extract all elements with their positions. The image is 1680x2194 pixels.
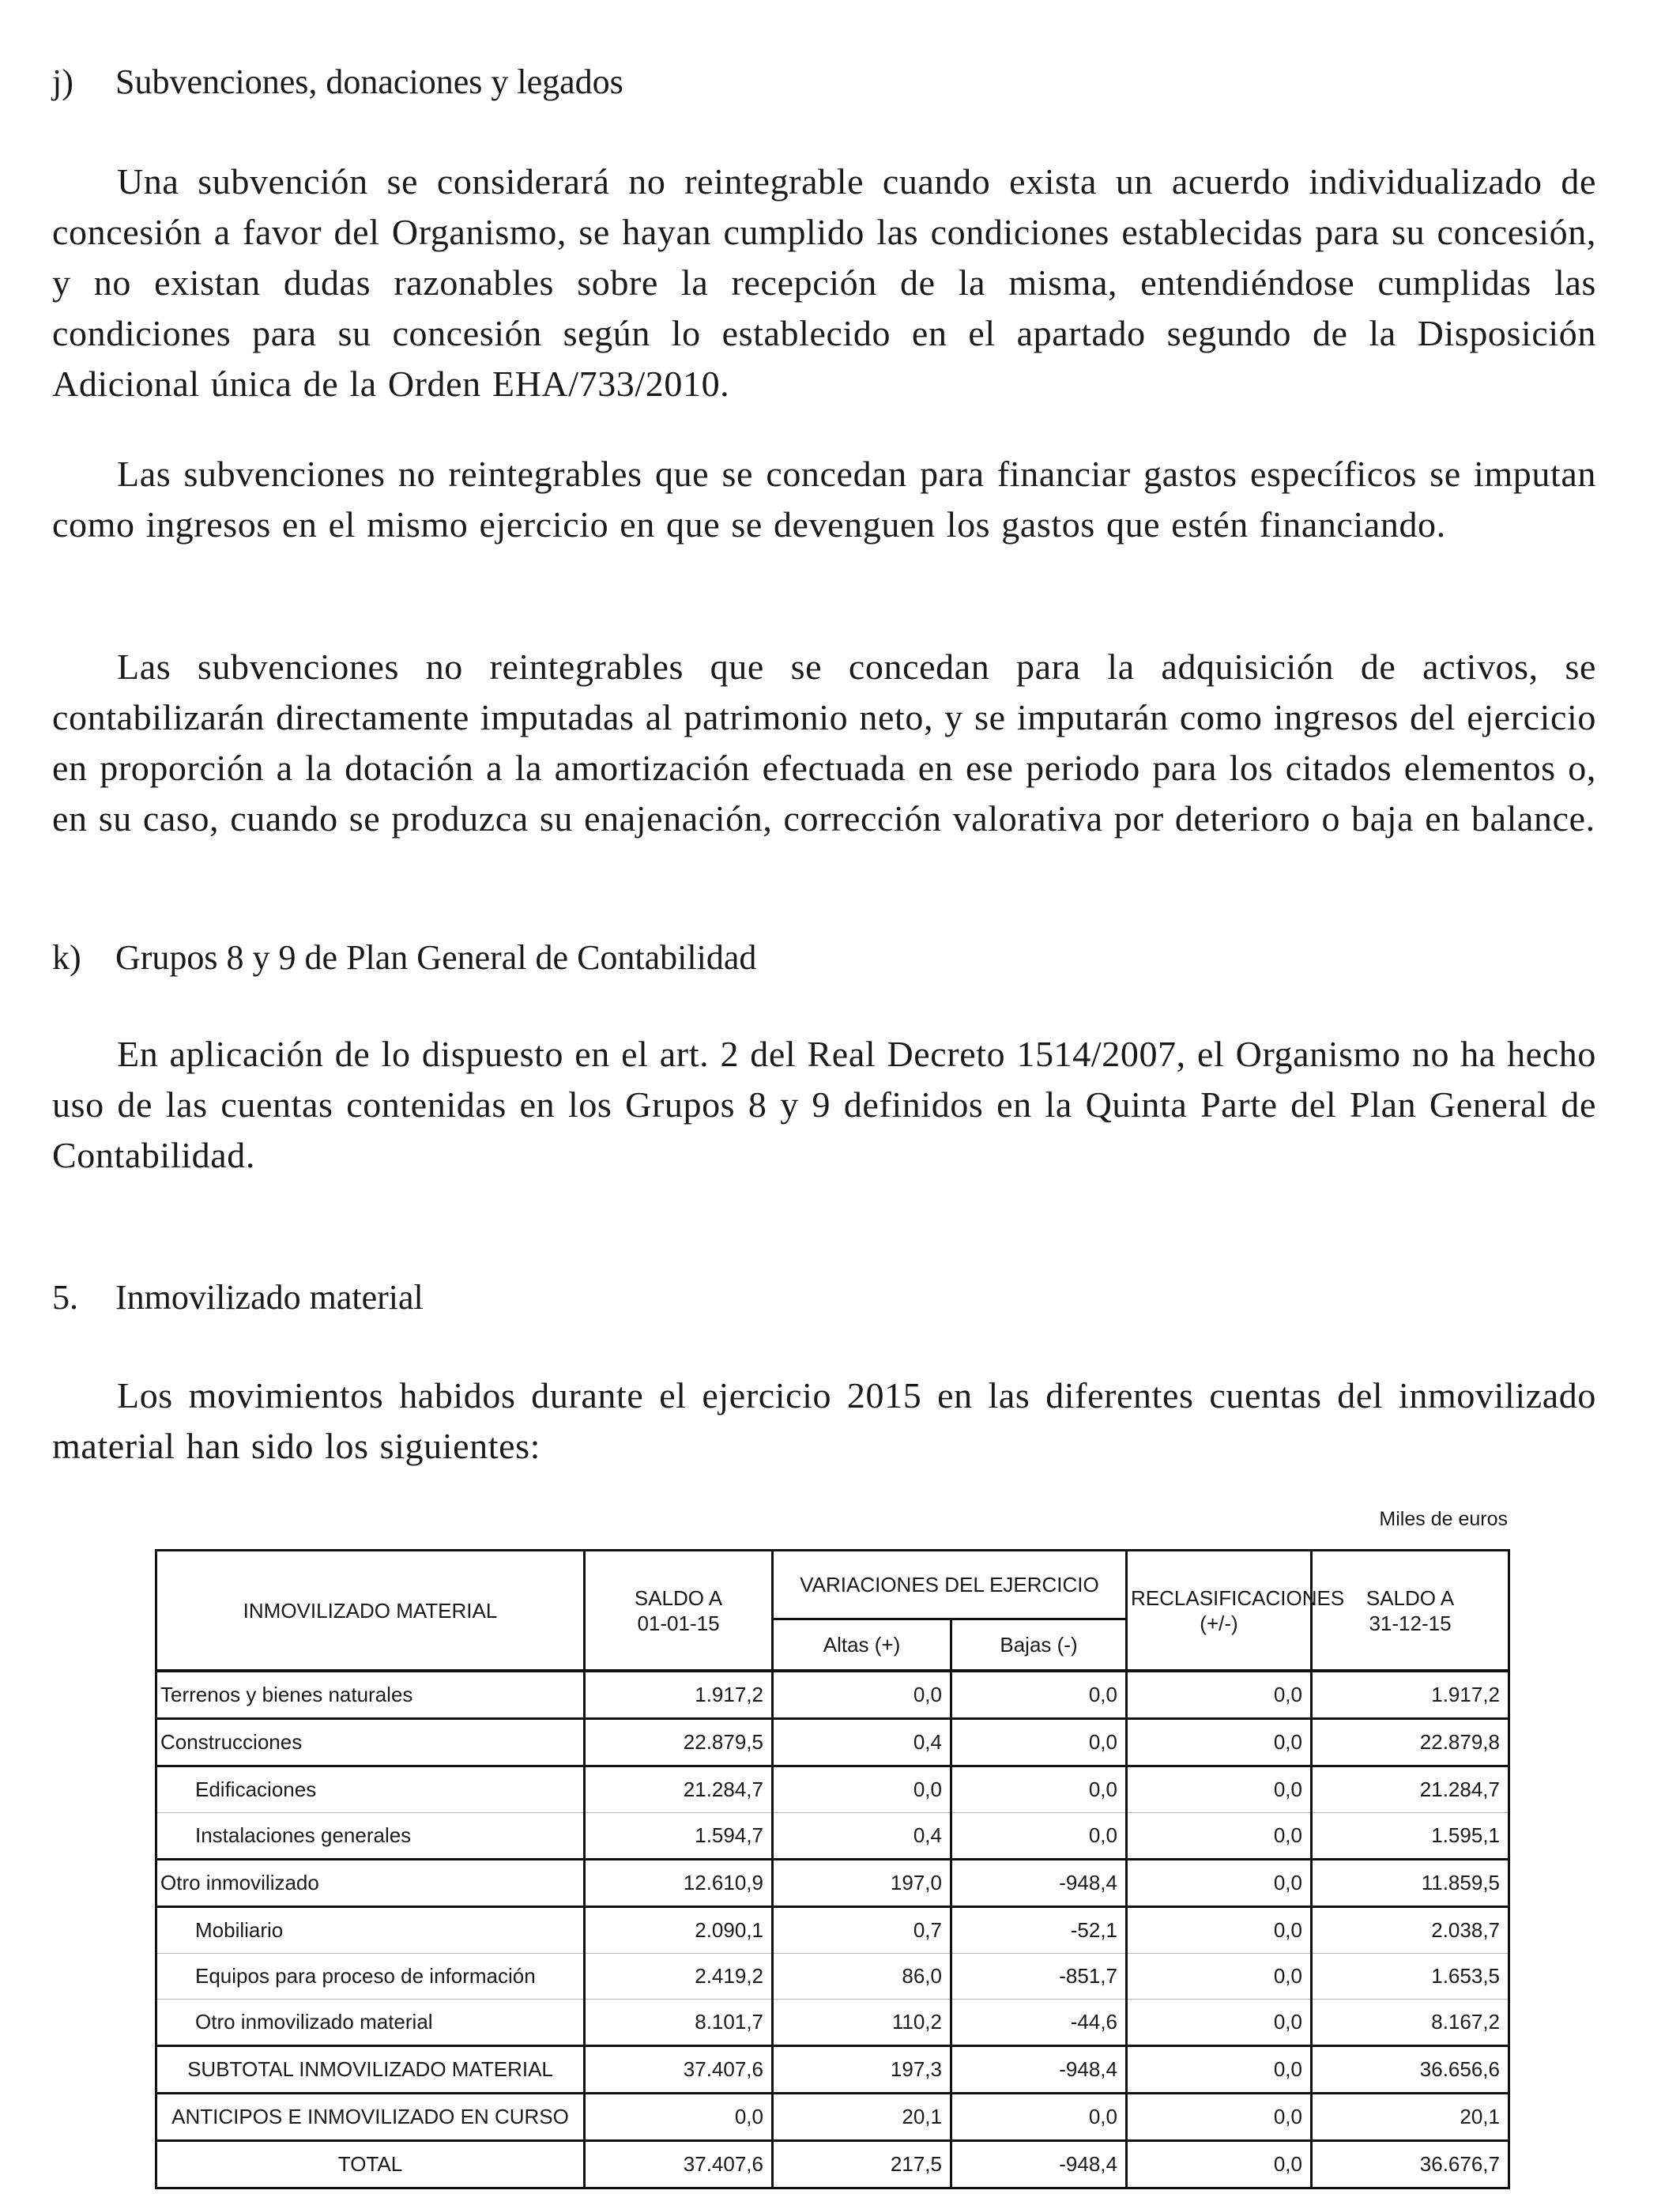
- header-bajas: Bajas (-): [951, 1619, 1127, 1672]
- table-row: [156, 1766, 1509, 1813]
- row-label: ANTICIPOS E INMOVILIZADO EN CURSO: [156, 2094, 585, 2141]
- section-k-title: Grupos 8 y 9 de Plan General de Contabilidad: [115, 938, 757, 977]
- inmovilizado-table: [155, 1549, 1510, 2189]
- cell-saldo-inicial: 2.090,1: [585, 1907, 773, 1954]
- table-row: [156, 1671, 1509, 1719]
- cell-bajas: -948,4: [951, 1860, 1127, 1907]
- section-j-heading: [52, 58, 623, 106]
- row-label: Instalaciones generales: [156, 1813, 585, 1860]
- section-5-paragraph-1: Los movimientos habidos durante el ejercicio 2015 en las diferentes cuentas del inmovilizado material han sido los siguientes:: [52, 1375, 1596, 1466]
- cell-saldo-final: 21.284,7: [1312, 1766, 1509, 1813]
- cell-saldo-final: 20,1: [1312, 2094, 1509, 2141]
- cell-altas: 217,5: [773, 2141, 951, 2188]
- section-j-paragraph-1: Una subvención se considerará no reintegrable cuando exista un acuerdo individualizado de concesión a favor del Organismo, se hayan cumplido las condiciones establecidas para su concesión, y no existan dudas razonables sobre la recepción de la misma, entendiéndose cumplidas las condiciones para su concesión según lo establecido en el apartado segundo de la Disposición Adicional única de la Orden EHA/733/2010.: [52, 161, 1596, 404]
- section-j-paragraph-2: Las subvenciones no reintegrables que se concedan para financiar gastos específicos se imputan como ingresos en el mismo ejercicio en que se devenguen los gastos que estén financiando.: [52, 454, 1596, 545]
- header-reclasificaciones: [1127, 1551, 1345, 1672]
- header-saldo-final-line2: 31-12-15: [1369, 1611, 1452, 1635]
- row-label: Construcciones: [156, 1719, 585, 1766]
- cell-bajas: 0,0: [951, 2094, 1127, 2141]
- cell-saldo-inicial: 1.917,2: [585, 1671, 773, 1719]
- row-label: Edificaciones: [156, 1766, 585, 1813]
- section-j-title: Subvenciones, donaciones y legados: [115, 62, 623, 101]
- row-label: Otro inmovilizado material: [156, 2000, 585, 2046]
- cell-bajas: -52,1: [951, 1907, 1127, 1954]
- cell-bajas: -851,7: [951, 1954, 1127, 2000]
- row-label: Otro inmovilizado: [156, 1860, 585, 1907]
- header-saldo-inicial-line2: 01-01-15: [637, 1611, 720, 1635]
- cell-bajas: -948,4: [951, 2046, 1127, 2094]
- cell-saldo-final: 36.676,7: [1312, 2141, 1509, 2188]
- cell-altas: 197,0: [773, 1860, 951, 1907]
- row-label: SUBTOTAL INMOVILIZADO MATERIAL: [156, 2046, 585, 2094]
- cell-saldo-inicial: 22.879,5: [585, 1719, 773, 1766]
- row-label: TOTAL: [156, 2141, 585, 2188]
- table-row: [156, 2094, 1509, 2141]
- table-row: [156, 1860, 1509, 1907]
- table-row: [156, 1719, 1509, 1766]
- header-variaciones: VARIACIONES DEL EJERCICIO: [773, 1551, 1127, 1619]
- header-reclasificaciones-line2: (+/-): [1200, 1611, 1238, 1635]
- row-label: Equipos para proceso de información: [156, 1954, 585, 2000]
- cell-reclasificaciones: 0,0: [1127, 1766, 1312, 1813]
- cell-bajas: 0,0: [951, 1719, 1127, 1766]
- cell-altas: 110,2: [773, 2000, 951, 2046]
- cell-bajas: 0,0: [951, 1671, 1127, 1719]
- cell-altas: 0,4: [773, 1719, 951, 1766]
- cell-saldo-inicial: 21.284,7: [585, 1766, 773, 1813]
- cell-bajas: 0,0: [951, 1813, 1127, 1860]
- cell-altas: 20,1: [773, 2094, 951, 2141]
- cell-reclasificaciones: 0,0: [1127, 1860, 1312, 1907]
- cell-bajas: -948,4: [951, 2141, 1127, 2188]
- cell-reclasificaciones: 0,0: [1127, 2141, 1312, 2188]
- cell-saldo-inicial: 12.610,9: [585, 1860, 773, 1907]
- cell-saldo-inicial: 37.407,6: [585, 2141, 773, 2188]
- cell-reclasificaciones: 0,0: [1127, 2094, 1312, 2141]
- header-saldo-inicial: [585, 1551, 773, 1672]
- cell-reclasificaciones: 0,0: [1127, 1954, 1312, 2000]
- cell-altas: 86,0: [773, 1954, 951, 2000]
- cell-reclasificaciones: 0,0: [1127, 2046, 1312, 2094]
- cell-reclasificaciones: 0,0: [1127, 1813, 1312, 1860]
- row-label: Terrenos y bienes naturales: [156, 1671, 585, 1719]
- header-saldo-final-line1: SALDO A: [1365, 1585, 1455, 1610]
- cell-altas: 197,3: [773, 2046, 951, 2094]
- cell-altas: 0,0: [773, 1671, 951, 1719]
- header-altas: Altas (+): [773, 1619, 951, 1672]
- table-units-label: Miles de euros: [1379, 1508, 1508, 1530]
- section-5-title: Inmovilizado material: [115, 1278, 424, 1317]
- cell-altas: 0,7: [773, 1907, 951, 1954]
- section-j-paragraph-3: Las subvenciones no reintegrables que se concedan para la adquisición de activos, se contabilizarán directamente imputadas al patrimonio neto, y se imputarán como ingresos del ejercicio en proporción a la dotación a la amortización efectuada en ese periodo para los citados elementos o, en su caso, cuando se produzca su enajenación, corrección valorativa por deterioro o baja en balance.: [52, 647, 1596, 839]
- cell-bajas: -44,6: [951, 2000, 1127, 2046]
- cell-saldo-final: 36.656,6: [1312, 2046, 1509, 2094]
- header-reclasificaciones-line1: RECLASIFICACIONES: [1131, 1585, 1345, 1610]
- cell-saldo-inicial: 37.407,6: [585, 2046, 773, 2094]
- table-row: [156, 2141, 1509, 2188]
- cell-saldo-final: 1.595,1: [1312, 1813, 1509, 1860]
- cell-saldo-inicial: 2.419,2: [585, 1954, 773, 2000]
- cell-saldo-final: 22.879,8: [1312, 1719, 1509, 1766]
- cell-reclasificaciones: 0,0: [1127, 2000, 1312, 2046]
- table-row: [156, 1813, 1509, 1860]
- cell-saldo-final: 1.917,2: [1312, 1671, 1509, 1719]
- cell-altas: 0,0: [773, 1766, 951, 1813]
- section-j-number: j): [52, 62, 73, 101]
- section-5-heading: [52, 1274, 424, 1321]
- section-k-paragraph-1: En aplicación de lo dispuesto en el art. 2 del Real Decreto 1514/2007, el Organismo no ha hecho uso de las cuentas contenidas en los Grupos 8 y 9 definidos en la Quinta Parte del Plan General de Contabilidad.: [52, 1034, 1596, 1175]
- table-row: [156, 1954, 1509, 2000]
- cell-saldo-final: 8.167,2: [1312, 2000, 1509, 2046]
- table-row: [156, 1907, 1509, 1954]
- header-saldo-final: [1312, 1551, 1509, 1672]
- cell-saldo-inicial: 0,0: [585, 2094, 773, 2141]
- cell-reclasificaciones: 0,0: [1127, 1907, 1312, 1954]
- header-saldo-inicial-line1: SALDO A: [634, 1585, 723, 1610]
- header-concept: INMOVILIZADO MATERIAL: [156, 1551, 585, 1672]
- cell-saldo-final: 11.859,5: [1312, 1860, 1509, 1907]
- cell-saldo-inicial: 1.594,7: [585, 1813, 773, 1860]
- cell-altas: 0,4: [773, 1813, 951, 1860]
- cell-reclasificaciones: 0,0: [1127, 1719, 1312, 1766]
- cell-reclasificaciones: 0,0: [1127, 1671, 1312, 1719]
- section-k-heading: [52, 934, 756, 982]
- section-5-number: 5.: [52, 1278, 78, 1317]
- table-row: [156, 2046, 1509, 2094]
- row-label: Mobiliario: [156, 1907, 585, 1954]
- cell-saldo-final: 2.038,7: [1312, 1907, 1509, 1954]
- section-k-number: k): [52, 938, 81, 977]
- cell-bajas: 0,0: [951, 1766, 1127, 1813]
- cell-saldo-final: 1.653,5: [1312, 1954, 1509, 2000]
- cell-saldo-inicial: 8.101,7: [585, 2000, 773, 2046]
- table-row: [156, 2000, 1509, 2046]
